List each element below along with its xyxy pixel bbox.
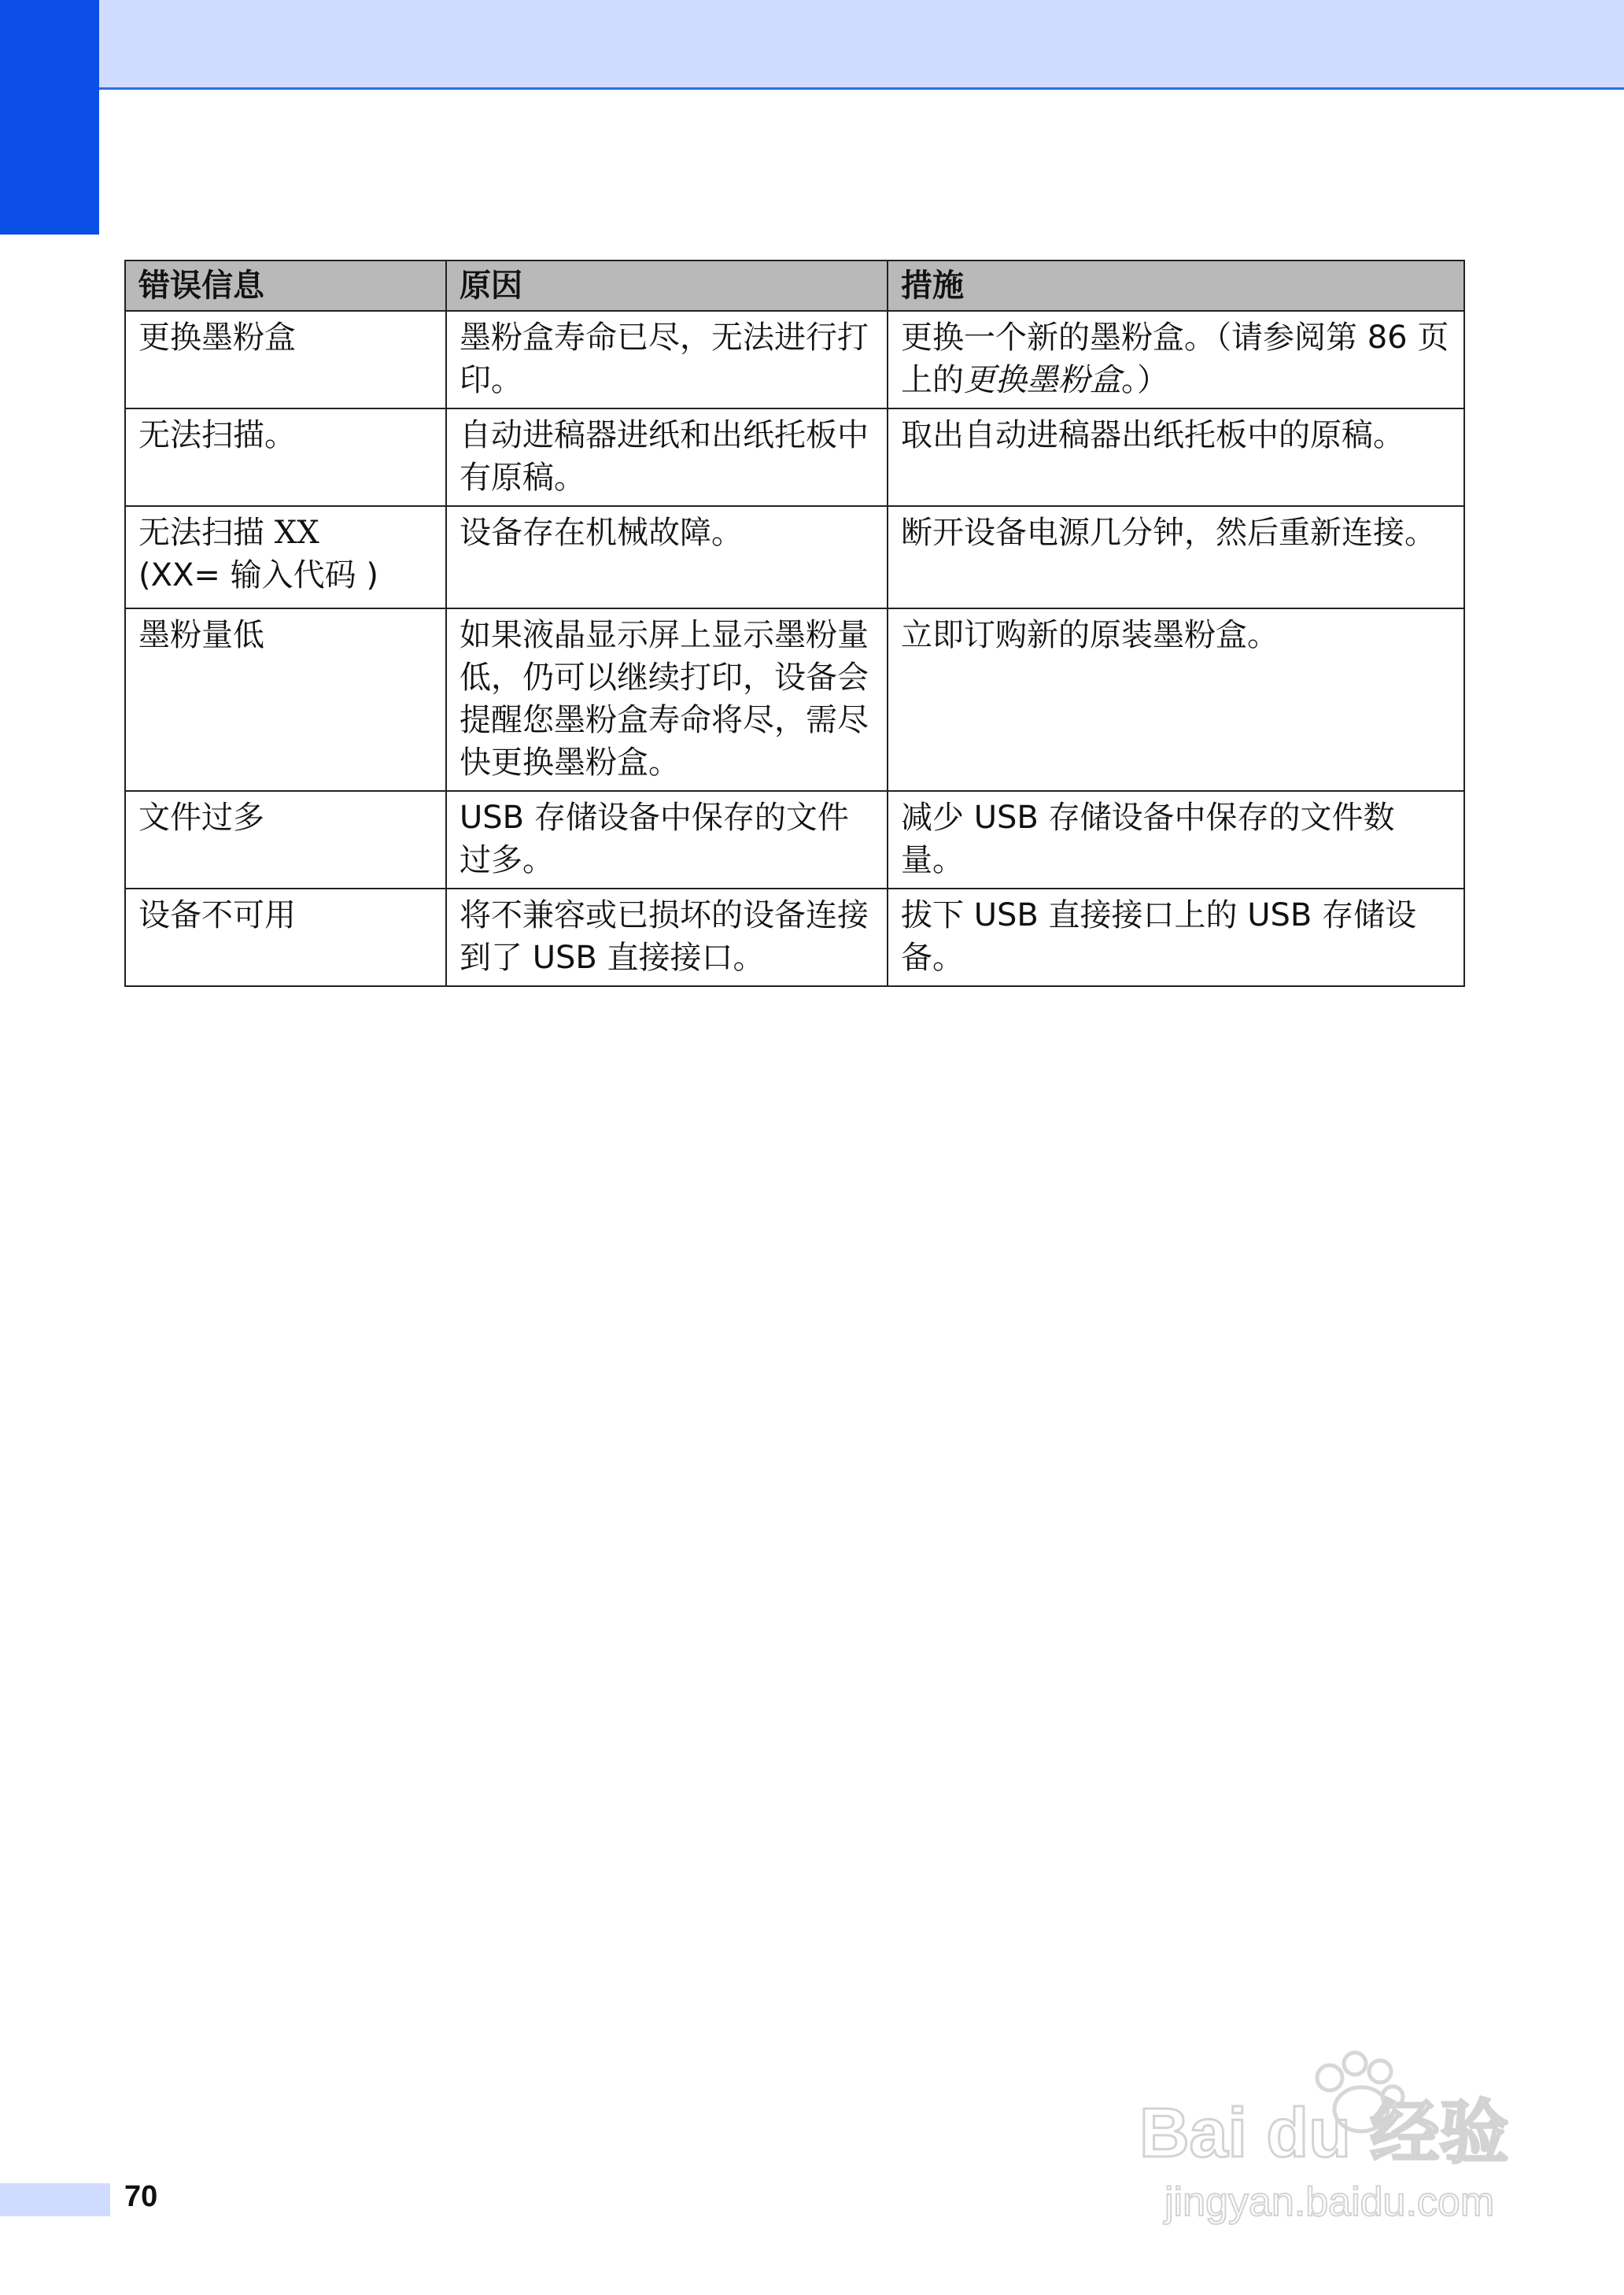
chapter-tab — [0, 0, 99, 235]
table-row — [125, 408, 1464, 506]
header-action: 措施 — [888, 261, 1464, 311]
cause-cell: 自动进稿器进纸和出纸托板中有原稿。 — [446, 408, 888, 506]
table-header-row — [125, 261, 1464, 311]
header-error: 错误信息 — [125, 261, 446, 311]
header-band — [0, 0, 1624, 90]
error-cell: 墨粉量低 — [125, 608, 446, 791]
footer-band — [0, 2183, 110, 2216]
table-row — [125, 506, 1464, 608]
watermark-brand: Bai du 经验 — [1139, 2094, 1509, 2171]
error-line: 无法扫描 XX — [138, 515, 319, 551]
action-cell — [888, 311, 1464, 408]
error-cell: 设备不可用 — [125, 889, 446, 986]
cause-cell: 设备存在机械故障。 — [446, 506, 888, 608]
error-table — [124, 260, 1465, 987]
page-number: 70 — [124, 2180, 158, 2213]
header-cause: 原因 — [446, 261, 888, 311]
error-cell: 文件过多 — [125, 791, 446, 889]
cause-cell: 墨粉盒寿命已尽，无法进行打印。 — [446, 311, 888, 408]
error-cell: 无法扫描。 — [125, 408, 446, 506]
error-code-note: (XX= 输入代码 ) — [138, 557, 378, 593]
error-cell: 更换墨粉盒 — [125, 311, 446, 408]
baidu-jingyan-watermark — [1133, 2046, 1542, 2235]
error-cell — [125, 506, 446, 608]
action-cell: 减少 USB 存储设备中保存的文件数量。 — [888, 791, 1464, 889]
action-cell: 立即订购新的原装墨粉盒。 — [888, 608, 1464, 791]
watermark-url: jingyan.baidu.com — [1164, 2179, 1495, 2225]
cause-cell: 将不兼容或已损坏的设备连接到了 USB 直接接口。 — [446, 889, 888, 986]
cause-cell: USB 存储设备中保存的文件过多。 — [446, 791, 888, 889]
action-cell: 取出自动进稿器出纸托板中的原稿。 — [888, 408, 1464, 506]
table-row — [125, 791, 1464, 889]
action-cell: 拔下 USB 直接接口上的 USB 存储设备。 — [888, 889, 1464, 986]
cause-cell: 如果液晶显示屏上显示墨粉量低，仍可以继续打印，设备会提醒您墨粉盒寿命将尽，需尽快更换墨粉盒。 — [446, 608, 888, 791]
cross-reference-link[interactable]: 更换墨粉盒 — [964, 362, 1121, 398]
table-row — [125, 608, 1464, 791]
action-text: 更换一个新的墨粉盒。（请参阅第 86 页上的 — [901, 320, 1449, 398]
action-cell: 断开设备电源几分钟，然后重新连接。 — [888, 506, 1464, 608]
action-text-end: 。） — [1121, 362, 1168, 398]
table-row — [125, 889, 1464, 986]
table-row — [125, 311, 1464, 408]
